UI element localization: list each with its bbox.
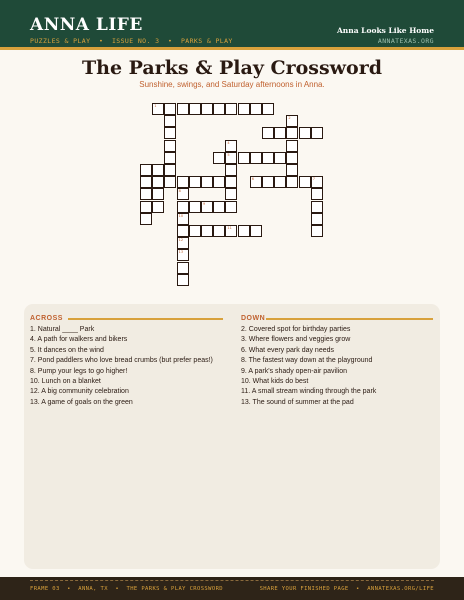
crossword-cell[interactable] bbox=[311, 176, 323, 188]
crossword-cell[interactable] bbox=[286, 164, 298, 176]
crossword-cell[interactable] bbox=[177, 249, 189, 261]
crossword-cell[interactable] bbox=[177, 103, 189, 115]
crossword-cell[interactable] bbox=[225, 176, 237, 188]
crossword-cell[interactable] bbox=[189, 103, 201, 115]
across-heading: ACROSS bbox=[30, 315, 63, 322]
crossword-cell[interactable] bbox=[177, 176, 189, 188]
cell-number: 2 bbox=[288, 116, 291, 121]
across-clue: 10. Lunch on a blanket bbox=[30, 378, 101, 386]
down-clue: 11. A small stream winding through the park bbox=[241, 388, 377, 396]
across-clue: 4. A path for walkers and bikers bbox=[30, 336, 128, 344]
across-clue: 12. A big community celebration bbox=[30, 388, 129, 396]
crossword-cell[interactable] bbox=[225, 188, 237, 200]
crossword-cell[interactable] bbox=[250, 225, 262, 237]
cell-number: 6 bbox=[251, 177, 255, 182]
crossword-cell[interactable] bbox=[299, 176, 311, 188]
crossword-cell[interactable] bbox=[189, 201, 201, 213]
crossword-cell[interactable] bbox=[152, 103, 164, 115]
crossword-cell[interactable] bbox=[213, 225, 225, 237]
cell-number: 4 bbox=[227, 140, 230, 145]
crossword-cell[interactable] bbox=[225, 140, 237, 152]
crossword-cell[interactable] bbox=[164, 115, 176, 127]
crossword-cell[interactable] bbox=[177, 262, 189, 274]
down-clue: 9. A park's shady open-air pavilion bbox=[241, 367, 348, 375]
crossword-cell[interactable] bbox=[140, 201, 152, 213]
crossword-cell[interactable] bbox=[299, 127, 311, 139]
down-clue: 2. Covered spot for birthday parties bbox=[241, 326, 351, 333]
crossword-cell[interactable] bbox=[250, 103, 262, 115]
header-accent-line bbox=[0, 47, 464, 50]
crossword-cell[interactable] bbox=[152, 201, 164, 213]
page-title: The Parks & Play Crossword bbox=[82, 57, 382, 79]
crossword-cell[interactable] bbox=[201, 103, 213, 115]
crossword-cell[interactable] bbox=[177, 225, 189, 237]
down-clue: 6. What every park day needs bbox=[241, 346, 334, 354]
down-clue: 8. The fastest way down at the playground bbox=[241, 357, 373, 365]
across-clue: 7. Pond paddlers who love bread crumbs (but prefer peas!) bbox=[30, 357, 213, 365]
across-clue-list bbox=[30, 325, 220, 408]
cell-number: 10 bbox=[178, 213, 184, 218]
down-clue: 3. Where flowers and veggies grow bbox=[241, 336, 351, 344]
footer-credit: FRAME 03 • ANNA, TX • THE PARKS & PLAY CROSSWORD bbox=[30, 586, 223, 592]
crossword-cell[interactable] bbox=[225, 201, 237, 213]
crossword-cell[interactable] bbox=[164, 164, 176, 176]
crossword-cell[interactable] bbox=[201, 176, 213, 188]
across-heading-rule bbox=[68, 318, 223, 320]
crossword-cell[interactable] bbox=[286, 176, 298, 188]
crossword-cell[interactable] bbox=[140, 176, 152, 188]
down-clue: 10. What kids do best bbox=[241, 378, 309, 386]
crossword-cell[interactable] bbox=[164, 140, 176, 152]
cell-number: 5 bbox=[227, 152, 230, 157]
crossword-cell[interactable] bbox=[140, 213, 152, 225]
cell-number: 13 bbox=[178, 250, 184, 255]
crossword-cell[interactable] bbox=[262, 103, 274, 115]
crossword-cell[interactable] bbox=[140, 164, 152, 176]
crossword-cell[interactable] bbox=[262, 152, 274, 164]
crossword-cell[interactable] bbox=[250, 176, 262, 188]
crossword-cell[interactable] bbox=[164, 127, 176, 139]
tagline: Anna Looks Like Home bbox=[336, 26, 434, 35]
crossword-cell[interactable] bbox=[311, 225, 323, 237]
crossword-cell[interactable] bbox=[238, 225, 250, 237]
across-clue: 1. Natural ____ Park bbox=[30, 326, 95, 333]
footer-share-link[interactable]: SHARE YOUR FINISHED PAGE • ANNATEXAS.ORG/LIFE bbox=[259, 586, 434, 592]
crossword-cell[interactable] bbox=[274, 176, 286, 188]
crossword-cell[interactable] bbox=[311, 201, 323, 213]
crossword-cell[interactable] bbox=[225, 152, 237, 164]
crossword-cell[interactable] bbox=[164, 152, 176, 164]
crossword-cell[interactable] bbox=[225, 103, 237, 115]
down-clue-list bbox=[241, 325, 436, 408]
crossword-cell[interactable] bbox=[177, 274, 189, 286]
crossword-cell[interactable] bbox=[311, 213, 323, 225]
down-clue: 13. The sound of summer at the pad bbox=[241, 398, 354, 406]
crossword-cell[interactable] bbox=[274, 127, 286, 139]
cell-number: 11 bbox=[227, 226, 232, 230]
cell-number: 12 bbox=[178, 238, 184, 243]
down-heading: DOWN bbox=[241, 315, 266, 322]
crossword-cell[interactable] bbox=[177, 237, 189, 249]
site-link[interactable]: ANNATEXAS.ORG bbox=[377, 37, 434, 45]
crossword-cell[interactable] bbox=[311, 188, 323, 200]
crossword-cell[interactable] bbox=[262, 176, 274, 188]
across-clue: 13. A game of goals on the green bbox=[30, 398, 133, 406]
crossword-cell[interactable] bbox=[152, 176, 164, 188]
crossword-cell[interactable] bbox=[225, 164, 237, 176]
crossword-cell[interactable] bbox=[213, 152, 225, 164]
crossword-cell[interactable] bbox=[213, 201, 225, 213]
cell-number: 7 bbox=[312, 177, 316, 182]
crossword-cell[interactable] bbox=[189, 176, 201, 188]
crossword-cell[interactable] bbox=[225, 225, 237, 237]
crossword-cell[interactable] bbox=[177, 188, 189, 200]
crossword-cell[interactable] bbox=[311, 127, 323, 139]
crossword-cell[interactable] bbox=[164, 176, 176, 188]
crossword-cell[interactable] bbox=[201, 201, 213, 213]
crossword-cell[interactable] bbox=[238, 152, 250, 164]
crossword-cell[interactable] bbox=[177, 213, 189, 225]
crossword-cell[interactable] bbox=[140, 188, 152, 200]
across-clue: 8. Pump your legs to go higher! bbox=[30, 367, 128, 375]
down-heading-rule bbox=[266, 318, 433, 320]
crossword-cell[interactable] bbox=[286, 152, 298, 164]
crossword-cell[interactable] bbox=[274, 152, 286, 164]
crossword-cell[interactable] bbox=[213, 176, 225, 188]
crossword-cell[interactable] bbox=[152, 164, 164, 176]
cell-number: 8 bbox=[178, 189, 181, 194]
cell-number: 9 bbox=[203, 201, 206, 206]
cell-number: 1 bbox=[154, 104, 157, 108]
page-subtitle: Sunshine, swings, and Saturday afternoons in Anna. bbox=[139, 80, 325, 89]
crossword-cell[interactable] bbox=[213, 103, 225, 115]
crossword-cell[interactable] bbox=[262, 127, 274, 139]
brand-logo[interactable]: ANNA LIFE bbox=[30, 15, 143, 35]
footer-divider bbox=[30, 580, 434, 581]
crossword-cell[interactable] bbox=[189, 225, 201, 237]
crossword-cell[interactable] bbox=[250, 152, 262, 164]
crossword-cell[interactable] bbox=[238, 103, 250, 115]
crossword-cell[interactable] bbox=[177, 201, 189, 213]
crossword-cell[interactable] bbox=[201, 225, 213, 237]
crossword-cell[interactable] bbox=[286, 140, 298, 152]
crossword-cell[interactable] bbox=[286, 127, 298, 139]
crossword-cell[interactable] bbox=[152, 188, 164, 200]
crossword-cell[interactable] bbox=[164, 103, 176, 115]
crossword-cell[interactable] bbox=[286, 115, 298, 127]
issue-line: PUZZLES & PLAY • ISSUE NO. 3 • PARKS & PLAY bbox=[30, 37, 233, 45]
across-clue: 5. It dances on the wind bbox=[30, 346, 104, 354]
